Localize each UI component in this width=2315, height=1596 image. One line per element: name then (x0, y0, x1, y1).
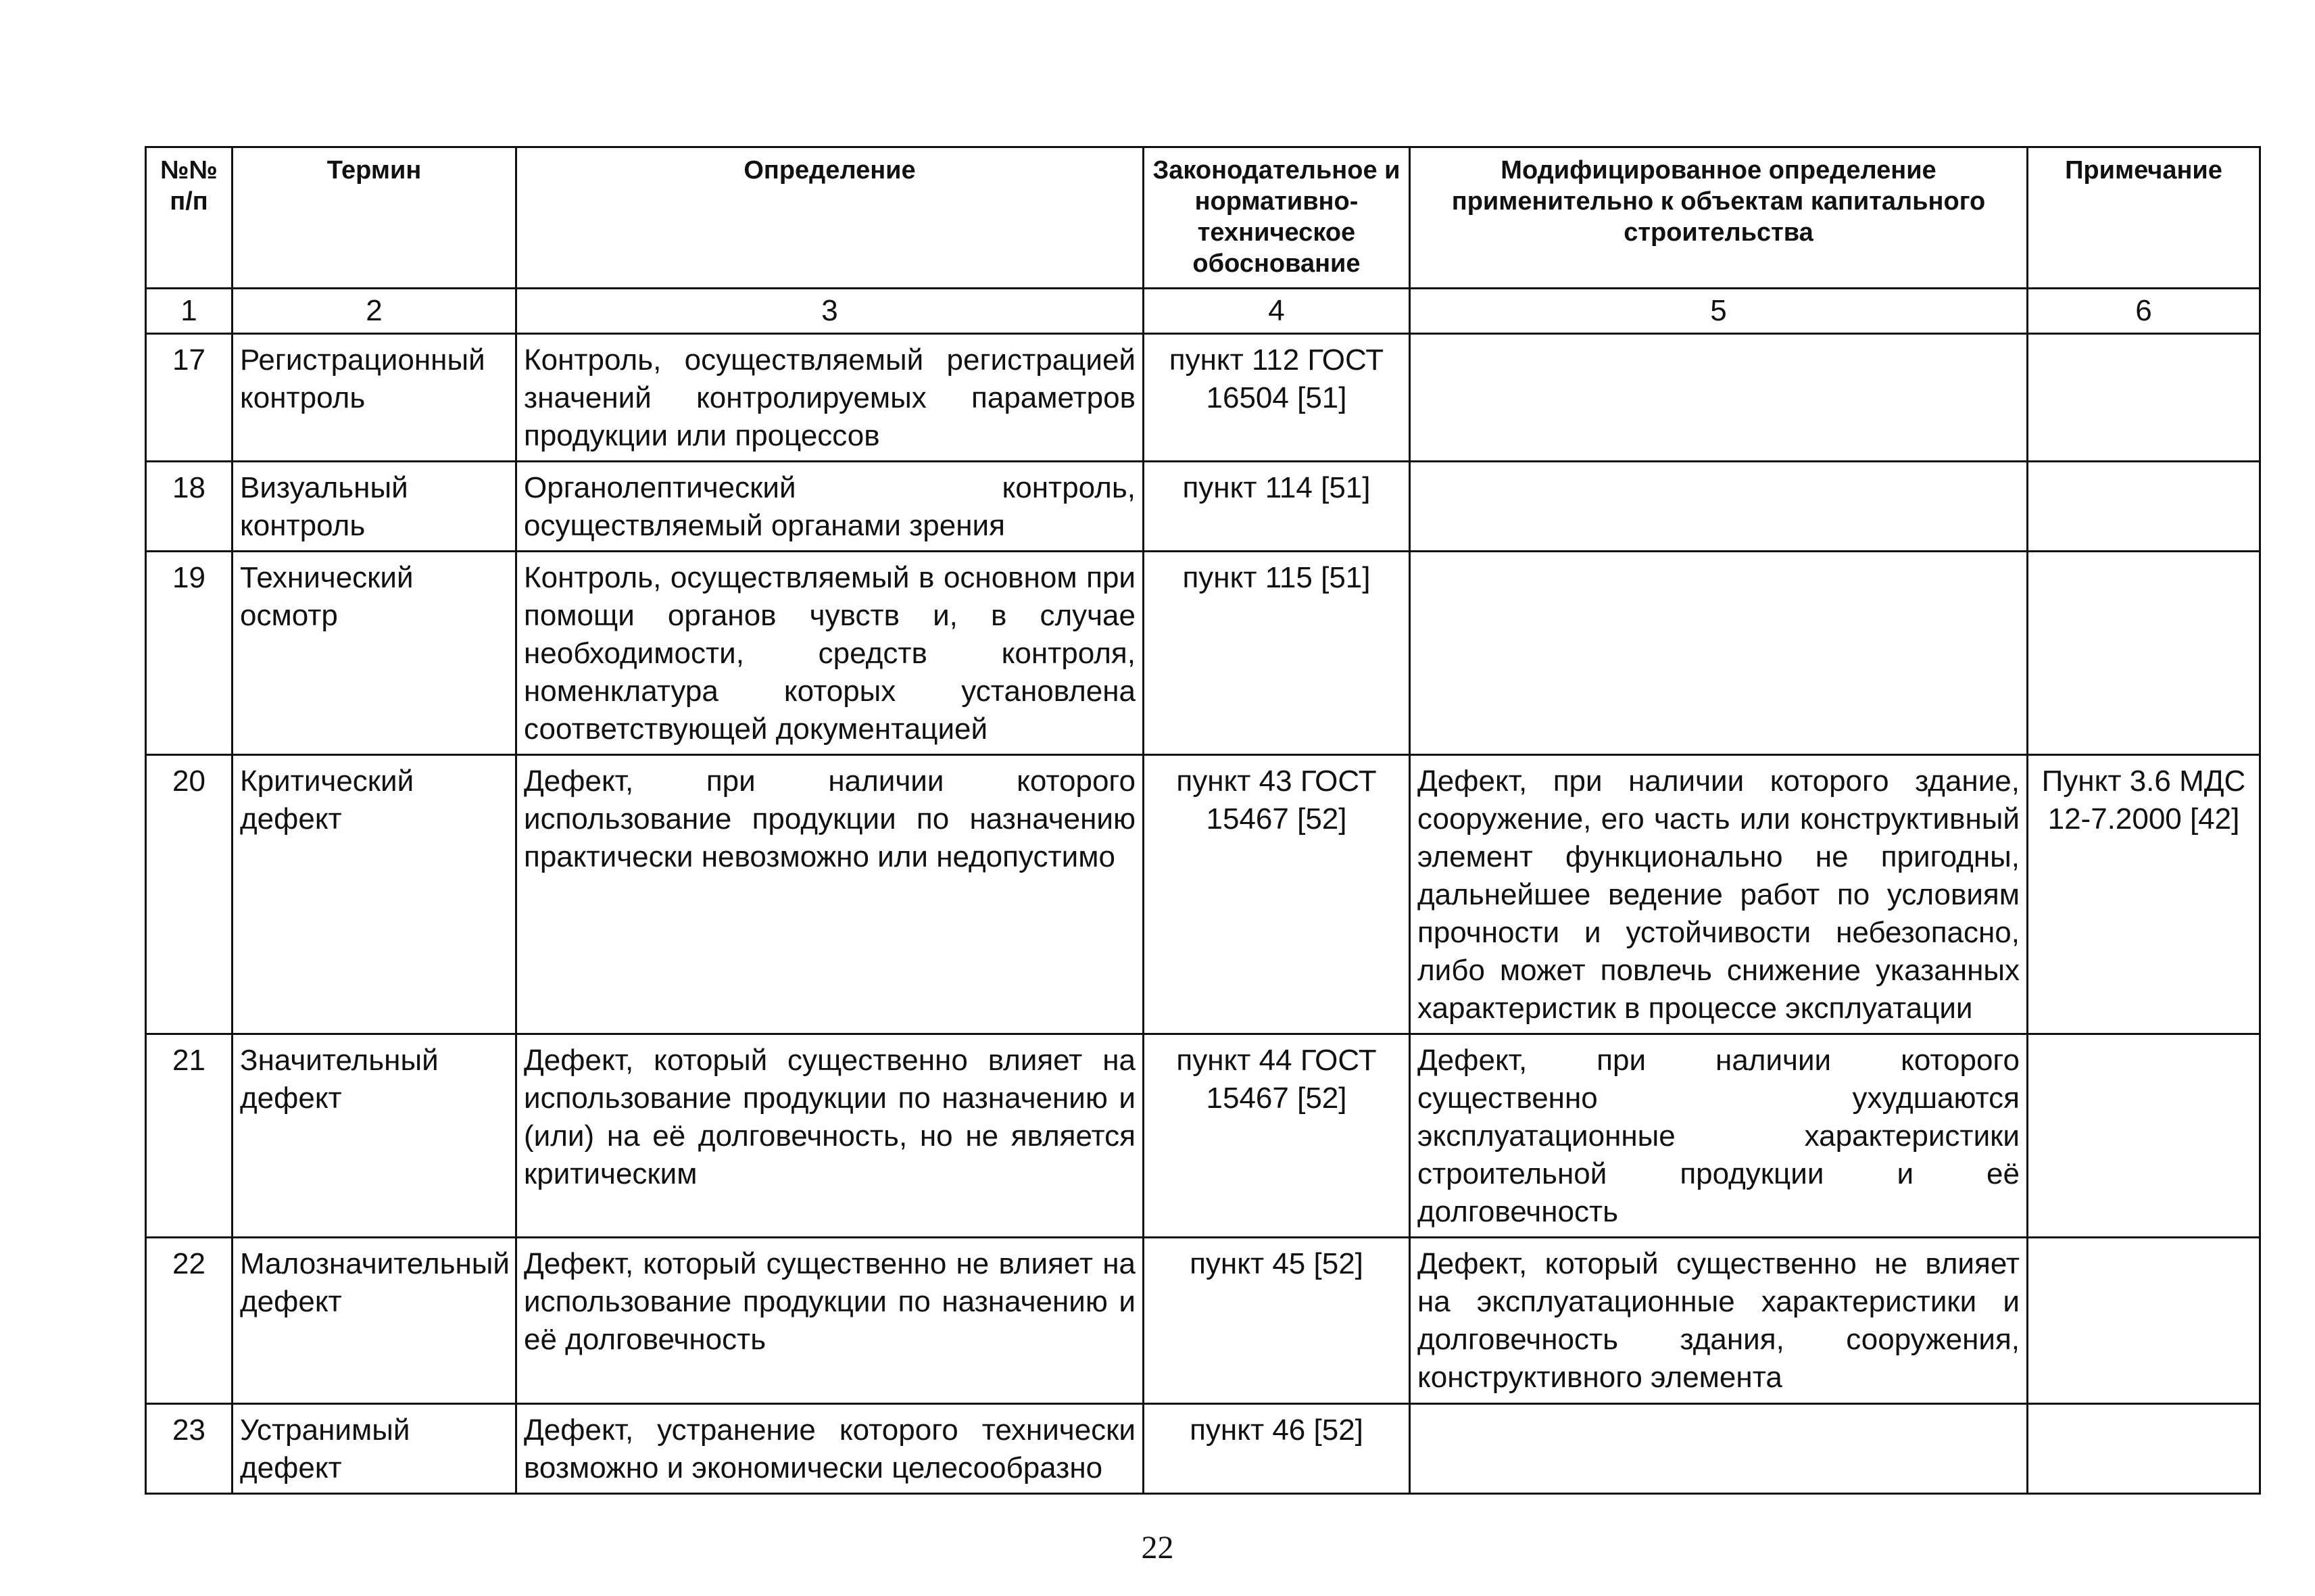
row-term: Технический осмотр (233, 552, 516, 755)
table-row (146, 334, 2260, 462)
row-number: 21 (146, 1034, 233, 1238)
row-term: Устранимый дефект (233, 1404, 516, 1494)
row-note: Пункт 3.6 МДС 12-7.2000 [42] (2028, 755, 2260, 1034)
row-number: 23 (146, 1404, 233, 1494)
row-note (2028, 1404, 2260, 1494)
row-number: 17 (146, 334, 233, 462)
row-modified-definition (1410, 552, 2028, 755)
header-basis: Законодательное и нормативно-техническое обоснование (1144, 147, 1410, 289)
row-term: Значительный дефект (233, 1034, 516, 1238)
row-basis: пункт 45 [52] (1144, 1238, 1410, 1404)
row-modified-definition (1410, 334, 2028, 462)
row-term: Малозначительный дефект (233, 1238, 516, 1404)
header-modified-definition: Модифицированное определение применительно к объектам капитального строительства (1410, 147, 2028, 289)
row-basis: пункт 46 [52] (1144, 1404, 1410, 1494)
row-definition: Дефект, устранение которого технически возможно и экономически целесообразно (516, 1404, 1144, 1494)
column-number-row (146, 289, 2260, 334)
header-number: №№ п/п (146, 147, 233, 289)
row-modified-definition: Дефект, при наличии которого существенно ухудшаются эксплуатационные характеристики строительной продукции и её долговечность (1410, 1034, 2028, 1238)
row-term: Визуальный контроль (233, 462, 516, 552)
row-basis: пункт 115 [51] (1144, 552, 1410, 755)
header-term: Термин (233, 147, 516, 289)
row-note (2028, 1034, 2260, 1238)
table-row (146, 755, 2260, 1034)
row-definition: Органолептический контроль, осуществляемый органами зрения (516, 462, 1144, 552)
table-row (146, 1034, 2260, 1238)
row-basis: пункт 112 ГОСТ 16504 [51] (1144, 334, 1410, 462)
row-modified-definition: Дефект, при наличии которого здание, сооружение, его часть или конструктивный элемент функционально не пригодны, дальнейшее ведение работ по условиям прочности и устойчивости небезопасно, либо может повлечь снижение указанных характеристик в процессе эксплуатации (1410, 755, 2028, 1034)
row-note (2028, 334, 2260, 462)
table-header-row (146, 147, 2260, 289)
column-number: 3 (516, 289, 1144, 334)
table-row (146, 462, 2260, 552)
row-definition: Дефект, при наличии которого использование продукции по назначению практически невозможно или недопустимо (516, 755, 1144, 1034)
column-number: 6 (2028, 289, 2260, 334)
row-basis: пункт 43 ГОСТ 15467 [52] (1144, 755, 1410, 1034)
row-number: 22 (146, 1238, 233, 1404)
table-row (146, 1238, 2260, 1404)
row-number: 20 (146, 755, 233, 1034)
column-number: 4 (1144, 289, 1410, 334)
column-number: 2 (233, 289, 516, 334)
page-number: 22 (1141, 1530, 1174, 1566)
row-term: Регистрационный контроль (233, 334, 516, 462)
row-number: 18 (146, 462, 233, 552)
row-definition: Дефект, который существенно влияет на использование продукции по назначению и (или) на её долговечность, но не является критическим (516, 1034, 1144, 1238)
row-modified-definition (1410, 462, 2028, 552)
row-number: 19 (146, 552, 233, 755)
column-number: 5 (1410, 289, 2028, 334)
terms-table (145, 146, 2261, 1495)
row-definition: Контроль, осуществляемый в основном при помощи органов чувств и, в случае необходимости, средств контроля, номенклатура которых установлена соответствующей документацией (516, 552, 1144, 755)
header-note: Примечание (2028, 147, 2260, 289)
column-number: 1 (146, 289, 233, 334)
header-definition: Определение (516, 147, 1144, 289)
row-basis: пункт 114 [51] (1144, 462, 1410, 552)
row-basis: пункт 44 ГОСТ 15467 [52] (1144, 1034, 1410, 1238)
row-note (2028, 462, 2260, 552)
row-modified-definition: Дефект, который существенно не влияет на эксплуатационные характеристики и долговечность здания, сооружения, конструктивного элемента (1410, 1238, 2028, 1404)
row-note (2028, 552, 2260, 755)
row-term: Критический дефект (233, 755, 516, 1034)
row-modified-definition (1410, 1404, 2028, 1494)
row-definition: Дефект, который существенно не влияет на использование продукции по назначению и её долговечность (516, 1238, 1144, 1404)
table-row (146, 552, 2260, 755)
row-note (2028, 1238, 2260, 1404)
row-definition: Контроль, осуществляемый регистрацией значений контролируемых параметров продукции или процессов (516, 334, 1144, 462)
table-row (146, 1404, 2260, 1494)
